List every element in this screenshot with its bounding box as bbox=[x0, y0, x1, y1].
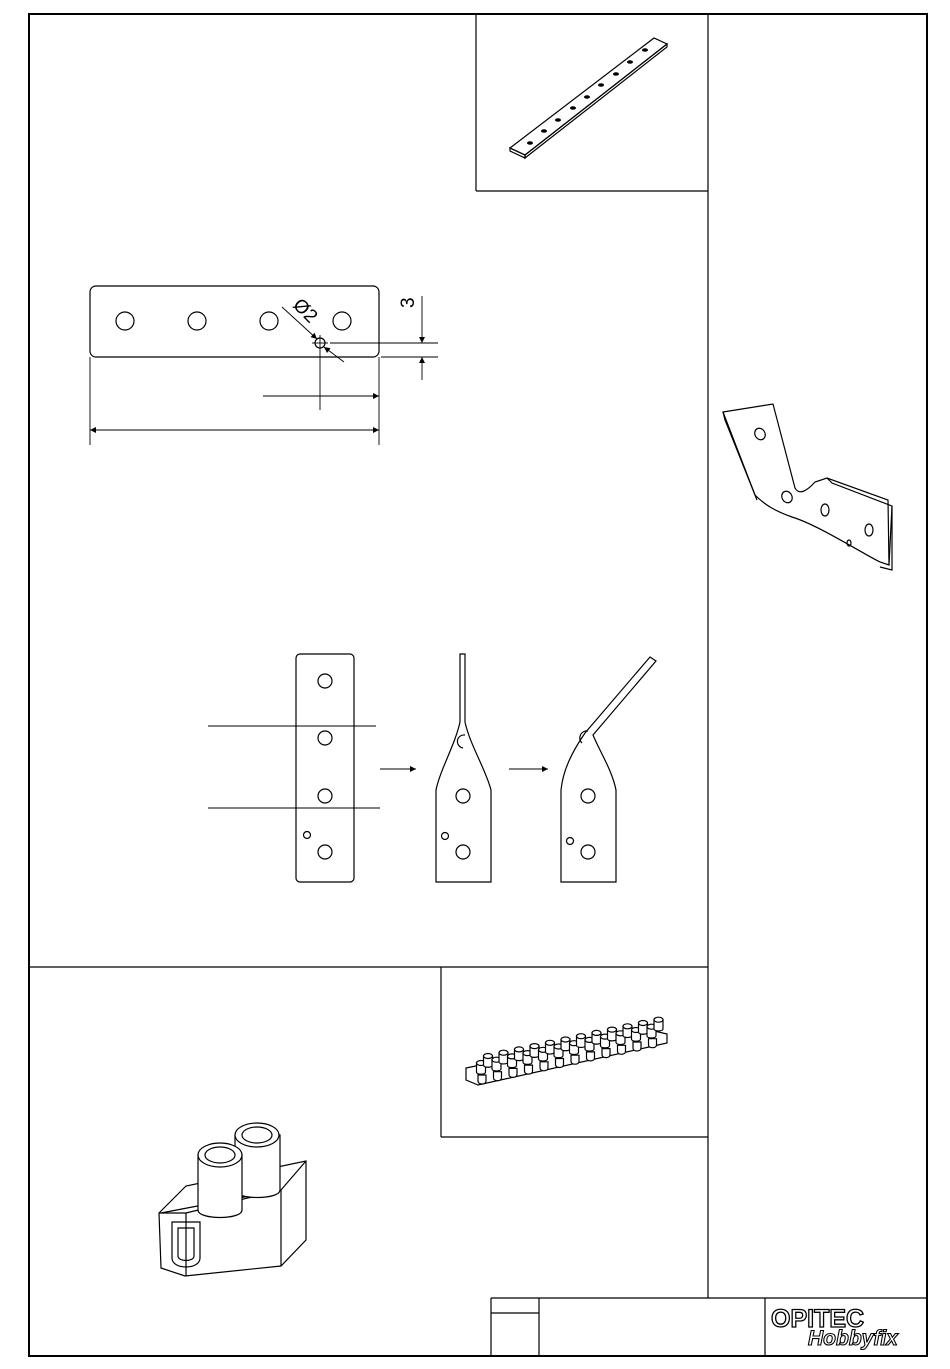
strip-hole bbox=[527, 48, 648, 145]
bending-sequence-diagram bbox=[208, 654, 656, 882]
connector-illustration bbox=[159, 1123, 306, 1276]
edge-distance-label: 3 bbox=[398, 297, 419, 308]
logo-primary-text: OPITEC bbox=[771, 1305, 865, 1333]
strip-hole bbox=[116, 312, 134, 330]
bend-step-flat bbox=[208, 654, 380, 882]
sheet-frame bbox=[29, 14, 927, 1356]
logo-secondary-text: Hobbyfix bbox=[808, 1327, 898, 1350]
bend-step-first bbox=[436, 654, 491, 882]
bent-bracket-illustration bbox=[723, 404, 892, 570]
perforated-strip-illustration bbox=[510, 38, 667, 158]
dimensioned-strip-drawing bbox=[90, 286, 438, 445]
opitec-logo bbox=[771, 1305, 899, 1350]
strip-hole bbox=[260, 312, 278, 330]
terminal-strip-illustration bbox=[466, 1017, 667, 1085]
strip-hole bbox=[188, 312, 206, 330]
bend-step-second bbox=[561, 657, 656, 882]
strip-hole bbox=[333, 312, 351, 330]
hole-diameter-label: Ø2 bbox=[288, 294, 322, 328]
title-block bbox=[491, 1298, 927, 1356]
